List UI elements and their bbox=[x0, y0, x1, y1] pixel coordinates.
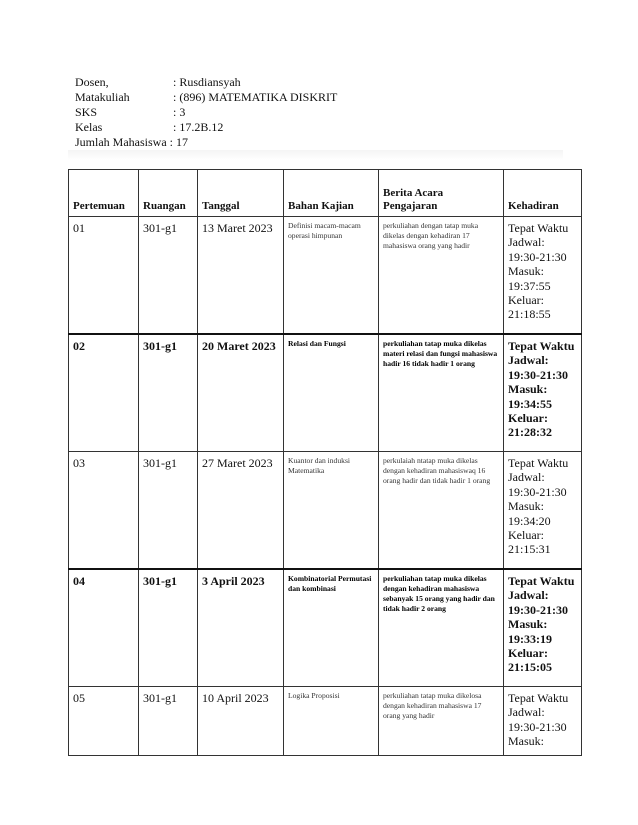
cell-kehadiran bbox=[504, 217, 582, 335]
info-value: : (896) MATEMATIKA DISKRIT bbox=[173, 90, 338, 104]
cell-ruangan: 301-g1 bbox=[139, 452, 198, 570]
info-jumlah bbox=[75, 135, 337, 150]
cell-kehadiran bbox=[504, 334, 582, 452]
info-value: : 17 bbox=[169, 135, 188, 149]
check-out-label: Keluar: bbox=[508, 293, 544, 308]
check-out-label: Keluar: bbox=[508, 528, 544, 543]
info-kelas bbox=[75, 120, 337, 135]
cell-kehadiran bbox=[504, 569, 582, 687]
cell-berita-acara: perkulaiah ntatap muka dikelas dengan kehadiran mahasiswaq 16 orang hadir dan tidak hadir 1 orang bbox=[379, 452, 504, 570]
cell-berita-acara: perkuliahan tatap muka dikelas materi relasi dan fungsi mahasiswa hadir 16 tidak hadir 1 orang bbox=[379, 334, 504, 452]
attendance-status: Tepat Waktu bbox=[508, 221, 569, 235]
check-in-time: 19:37:55 bbox=[508, 278, 551, 293]
cell-tanggal: 13 Maret 2023 bbox=[198, 217, 284, 335]
cell-tanggal: 10 April 2023 bbox=[198, 687, 284, 756]
info-label: Jumlah Mahasiswa bbox=[75, 135, 167, 149]
cell-ruangan: 301-g1 bbox=[139, 217, 198, 335]
schedule-time: 19:30-21:30 bbox=[508, 484, 567, 499]
schedule-time: 19:30-21:30 bbox=[508, 367, 568, 382]
cell-bahan-kajian: Definisi macam-macam operasi himpunan bbox=[284, 217, 379, 335]
cell-tanggal: 3 April 2023 bbox=[198, 569, 284, 687]
cell-tanggal: 20 Maret 2023 bbox=[198, 334, 284, 452]
attendance-table bbox=[68, 169, 582, 756]
check-out-label: Keluar: bbox=[508, 646, 548, 661]
check-out-time: 21:15:31 bbox=[508, 542, 551, 557]
info-label: Kelas bbox=[75, 120, 103, 134]
check-out-label: Keluar: bbox=[508, 411, 548, 426]
info-value: : 17.2B.12 bbox=[173, 120, 224, 134]
cell-pertemuan: 04 bbox=[69, 569, 139, 687]
check-in-label: Masuk: bbox=[508, 499, 544, 514]
attendance-status: Tepat Waktu bbox=[508, 339, 575, 353]
col-header-bahan-kajian: Bahan Kajian bbox=[284, 170, 379, 217]
info-label: SKS bbox=[75, 105, 98, 119]
cell-berita-acara: perkuliahan dengan tatap muka dikelas dengan kehadiran 17 mahasiswa orang yang hadir bbox=[379, 217, 504, 335]
check-in-label: Masuk: bbox=[508, 617, 548, 632]
cell-berita-acara: perkuliahan tatap muka dikelosa dengan kehadiran mahasiswa 17 orang yang hadir bbox=[379, 687, 504, 756]
cell-bahan-kajian: Kuantor dan induksi Matematika bbox=[284, 452, 379, 570]
schedule-time: 19:30-21:30 bbox=[508, 602, 568, 617]
check-in-time: 19:34:20 bbox=[508, 513, 551, 528]
col-header-pertemuan: Pertemuan bbox=[69, 170, 139, 217]
cell-ruangan: 301-g1 bbox=[139, 569, 198, 687]
schedule-label: Jadwal: bbox=[508, 705, 545, 720]
schedule-label: Jadwal: bbox=[508, 588, 549, 603]
info-sks bbox=[75, 105, 337, 120]
table-header-row bbox=[69, 170, 582, 217]
check-out-time: 21:28:32 bbox=[508, 425, 552, 440]
attendance-status: Tepat Waktu bbox=[508, 574, 575, 588]
check-in-time: 19:33:19 bbox=[508, 631, 552, 646]
table-row bbox=[69, 334, 582, 452]
info-value: : 3 bbox=[173, 105, 186, 119]
cell-pertemuan: 03 bbox=[69, 452, 139, 570]
check-out-time: 21:15:05 bbox=[508, 660, 552, 675]
info-matakuliah bbox=[75, 90, 337, 105]
cell-bahan-kajian: Logika Proposisi bbox=[284, 687, 379, 756]
attendance-status: Tepat Waktu bbox=[508, 691, 569, 705]
check-in-time: 19:34:55 bbox=[508, 396, 552, 411]
cell-kehadiran bbox=[504, 452, 582, 570]
table-row bbox=[69, 687, 582, 756]
info-value: : Rusdiansyah bbox=[173, 75, 241, 89]
cell-pertemuan: 05 bbox=[69, 687, 139, 756]
col-header-ruangan: Ruangan bbox=[139, 170, 198, 217]
cell-tanggal: 27 Maret 2023 bbox=[198, 452, 284, 570]
table-row bbox=[69, 569, 582, 687]
check-out-time: 21:18:55 bbox=[508, 307, 551, 322]
cell-kehadiran bbox=[504, 687, 582, 756]
schedule-label: Jadwal: bbox=[508, 235, 545, 250]
table-row bbox=[69, 452, 582, 570]
cell-pertemuan: 02 bbox=[69, 334, 139, 452]
col-header-tanggal: Tanggal bbox=[198, 170, 284, 217]
cell-bahan-kajian: Kombinatorial Permutasi dan kombinasi bbox=[284, 569, 379, 687]
attendance-status: Tepat Waktu bbox=[508, 456, 569, 470]
schedule-time: 19:30-21:30 bbox=[508, 249, 567, 264]
schedule-label: Jadwal: bbox=[508, 470, 545, 485]
check-in-label: Masuk: bbox=[508, 264, 544, 279]
check-in-label: Masuk: bbox=[508, 734, 544, 749]
col-header-kehadiran: Kehadiran bbox=[504, 170, 582, 217]
check-in-label: Masuk: bbox=[508, 382, 548, 397]
course-info bbox=[75, 75, 337, 150]
info-dosen bbox=[75, 75, 337, 90]
info-label: Matakuliah bbox=[75, 90, 130, 104]
cell-ruangan: 301-g1 bbox=[139, 687, 198, 756]
col-header-berita-acara: Berita Acara Pengajaran bbox=[379, 170, 504, 217]
divider-shade bbox=[68, 150, 563, 160]
info-label: Dosen, bbox=[75, 75, 109, 89]
schedule-time: 19:30-21:30 bbox=[508, 719, 567, 734]
cell-bahan-kajian: Relasi dan Fungsi bbox=[284, 334, 379, 452]
cell-berita-acara: perkuliahan tatap muka dikelas dengan kehadiran mahasiswa sebanyak 15 orang yang hadir dan tidak hadir 2 orang bbox=[379, 569, 504, 687]
cell-ruangan: 301-g1 bbox=[139, 334, 198, 452]
schedule-label: Jadwal: bbox=[508, 353, 549, 368]
table-row bbox=[69, 217, 582, 335]
cell-pertemuan: 01 bbox=[69, 217, 139, 335]
